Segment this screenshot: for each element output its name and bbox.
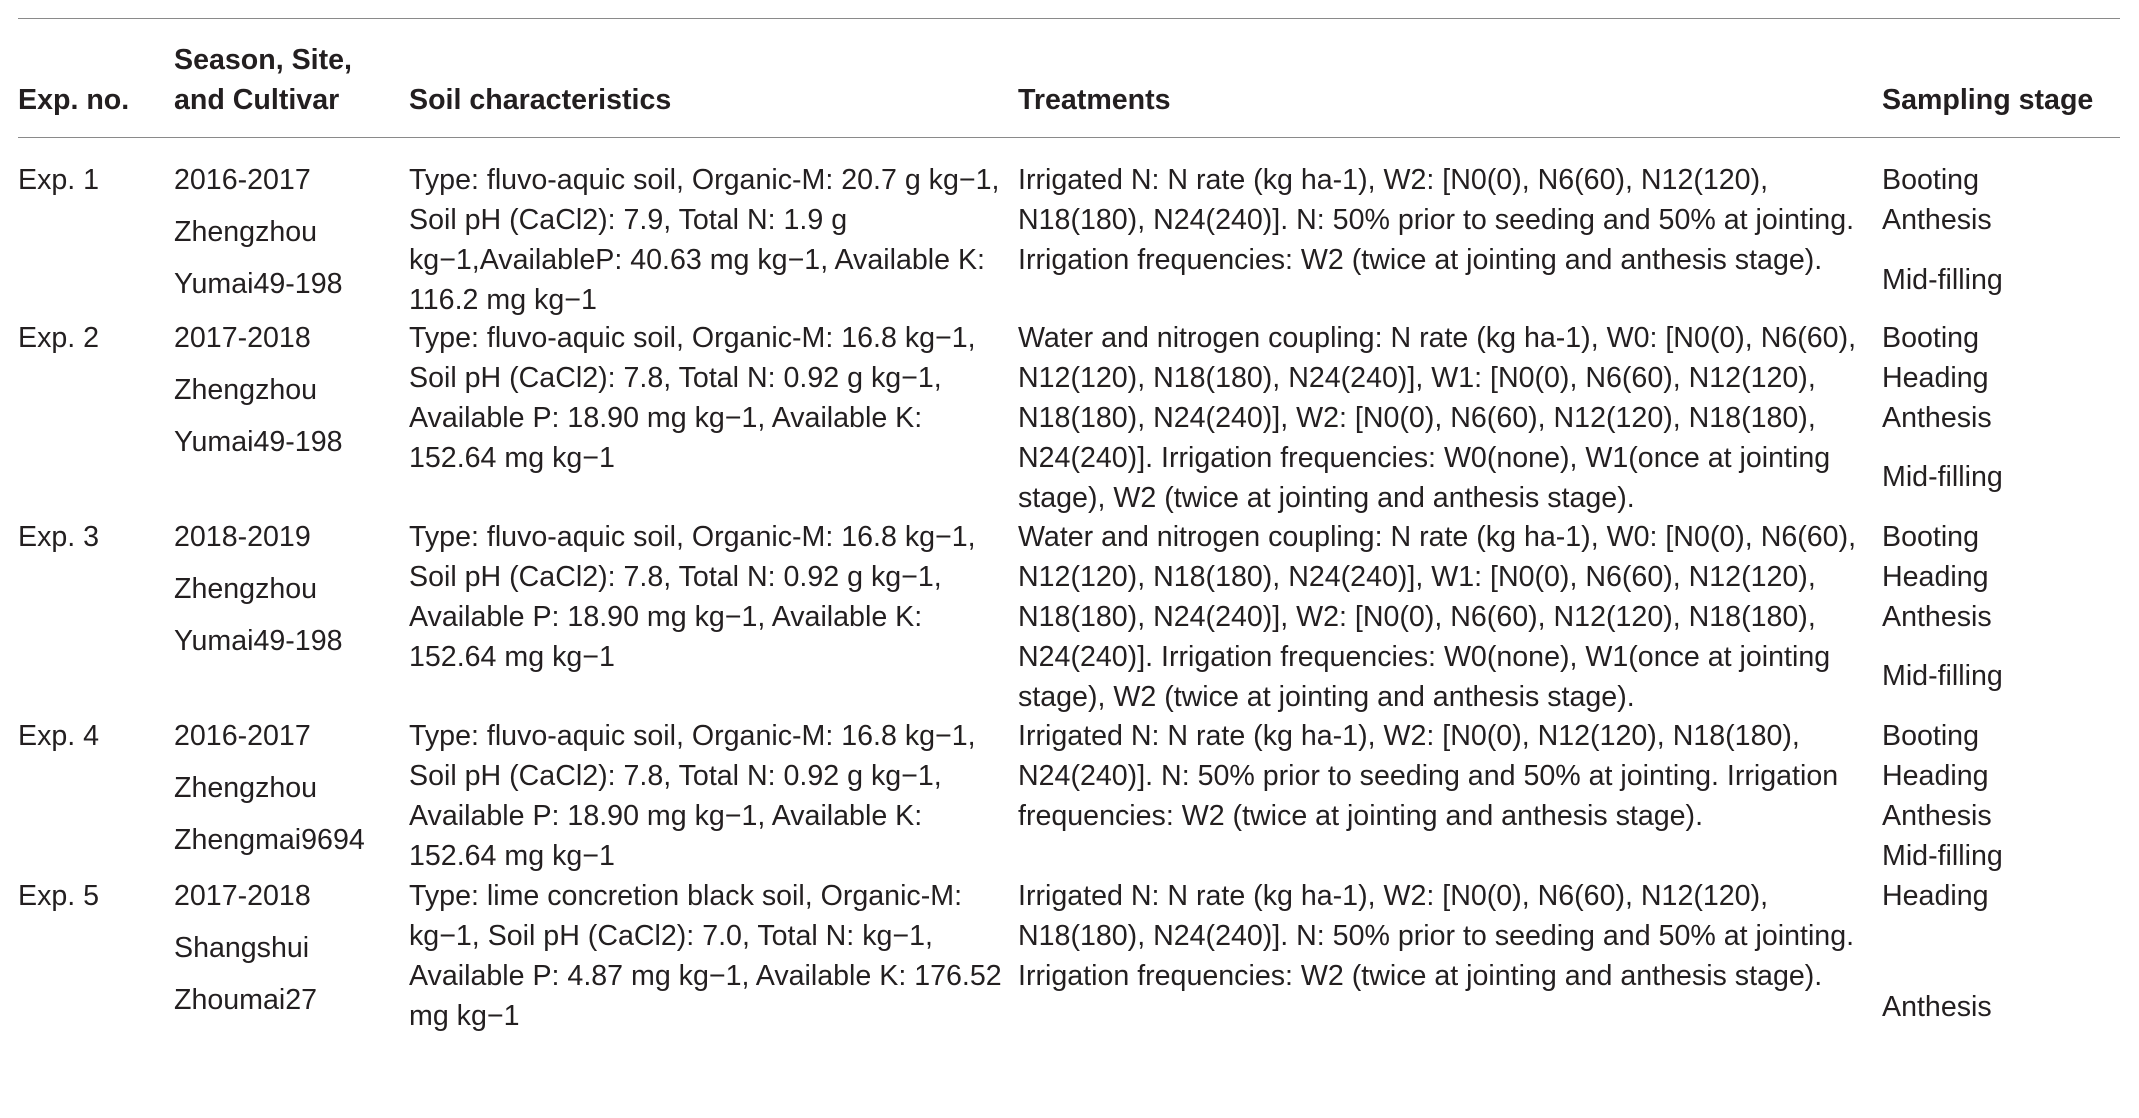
row3-stage-3: Anthesis [1882, 601, 1992, 633]
row1-soil [409, 160, 1009, 320]
row3-season-site-cultivar: 2018-2019 Zhengzhou Yumai49-198 [174, 521, 343, 657]
header-soil-characteristics: Soil characteristics [409, 84, 672, 116]
row4-stage-1: Booting [1882, 720, 1979, 752]
table-top-rule [18, 18, 2120, 19]
row3-treatments [1018, 517, 1858, 717]
row3-stage-2: Heading [1882, 561, 1989, 593]
row4-season-site-cultivar: 2016-2017 Zhengzhou Zhengmai9694 [174, 720, 365, 856]
row3-soil-text: Type: fluvo-aquic soil, Organic-M: 16.8 kg−1, Soil pH (CaCl2): 7.8, Total N: 0.92 g kg−1, Available P: 18.90 mg kg−1, Available K: 152.64 mg kg−1 [409, 521, 976, 673]
row2-stage-2: Heading [1882, 362, 1989, 394]
row2-treatments-text: Water and nitrogen coupling: N rate (kg ha-1), W0: [N0(0), N6(60), N12(120), N18(180), N24(240)], W1: [N0(0), N6(60), N12(120), N18(180), N24(240)], W2: [N0(0), N6(60), N12(120), N18(180), N24(240)]. Irrigation frequencies: W0(none), W1(once at jointing stage), W2 (twice at jointing and anthesis stage). [1018, 322, 1857, 514]
row3-stage-1: Booting [1882, 521, 1979, 553]
row2-soil [409, 318, 1009, 478]
row3-exp: Exp. 3 [18, 521, 100, 553]
row2-season-site-cultivar: 2017-2018 Zhengzhou Yumai49-198 [174, 322, 343, 458]
row5-treatments-text: Irrigated N: N rate (kg ha-1), W2: [N0(0), N6(60), N12(120), N18(180), N24(240)]. N: 50% prior to seeding and 50% at jointing. Irrigation frequencies: W2 (twice at jointing and anthesis stage). [1018, 880, 1855, 992]
row1-exp: Exp. 1 [18, 164, 100, 196]
row2-stage-1: Booting [1882, 322, 1979, 354]
row1-stage-2: Anthesis [1882, 204, 1992, 236]
row2-exp: Exp. 2 [18, 322, 100, 354]
row5-treatments [1018, 876, 1858, 996]
row5-exp: Exp. 5 [18, 880, 100, 912]
row2-stage-4: Mid-filling [1882, 461, 2003, 493]
header-treatments: Treatments [1018, 84, 1171, 116]
row5-stage-1: Heading [1882, 880, 1989, 912]
row4-stage-3: Anthesis [1882, 800, 1992, 832]
row5-soil-text: Type: lime concretion black soil, Organic-M: kg−1, Soil pH (CaCl2): 7.0, Total N: kg−1, Available P: 4.87 mg kg−1, Available K: 176.52 mg kg−1 [409, 880, 1002, 1032]
header-exp-no: Exp. no. [18, 84, 130, 116]
row4-stage-4: Mid-filling [1882, 840, 2003, 872]
row5-season-site-cultivar: 2017-2018 Shangshui Zhoumai27 [174, 880, 318, 1016]
row1-treatments-text: Irrigated N: N rate (kg ha-1), W2: [N0(0), N6(60), N12(120), N18(180), N24(240)]. N: 50% prior to seeding and 50% at jointing. Irrigation frequencies: W2 (twice at jointing and anthesis stage). [1018, 164, 1855, 276]
header-season-site-cultivar: Season, Site, and Cultivar [174, 44, 352, 116]
row4-exp: Exp. 4 [18, 720, 100, 752]
row4-soil [409, 716, 1009, 876]
row3-stage-4: Mid-filling [1882, 660, 2003, 692]
header-sampling-stage: Sampling stage [1882, 84, 2094, 116]
row3-treatments-text: Water and nitrogen coupling: N rate (kg ha-1), W0: [N0(0), N6(60), N12(120), N18(180), N24(240)], W1: [N0(0), N6(60), N12(120), N18(180), N24(240)], W2: [N0(0), N6(60), N12(120), N18(180), N24(240)]. Irrigation frequencies: W0(none), W1(once at jointing stage), W2 (twice at jointing and anthesis stage). [1018, 521, 1857, 713]
row1-soil-text: Type: fluvo-aquic soil, Organic-M: 20.7 g kg−1, Soil pH (CaCl2): 7.9, Total N: 1.9 g kg−1,AvailableP: 40.63 mg kg−1, Available K: 116.2 mg kg−1 [409, 164, 1000, 316]
row5-soil [409, 876, 1009, 1036]
row2-treatments [1018, 318, 1858, 518]
row4-treatments-text: Irrigated N: N rate (kg ha-1), W2: [N0(0), N12(120), N18(180), N24(240)]. N: 50% prior to seeding and 50% at jointing. Irrigation frequencies: W2 (twice at jointing and anthesis stage). [1018, 720, 1839, 832]
row4-soil-text: Type: fluvo-aquic soil, Organic-M: 16.8 kg−1, Soil pH (CaCl2): 7.8, Total N: 0.92 g kg−1, Available P: 18.90 mg kg−1, Available K: 152.64 mg kg−1 [409, 720, 976, 872]
row1-treatments [1018, 160, 1858, 280]
row3-soil [409, 517, 1009, 677]
row2-soil-text: Type: fluvo-aquic soil, Organic-M: 16.8 kg−1, Soil pH (CaCl2): 7.8, Total N: 0.92 g kg−1, Available P: 18.90 mg kg−1, Available K: 152.64 mg kg−1 [409, 322, 976, 474]
row4-stage-2: Heading [1882, 760, 1989, 792]
row4-treatments [1018, 716, 1858, 836]
row1-stage-1: Booting [1882, 164, 1979, 196]
table-header-rule [18, 137, 2120, 138]
row1-stage-3: Mid-filling [1882, 264, 2003, 296]
row5-stage-2: Anthesis [1882, 991, 1992, 1023]
row1-season-site-cultivar: 2016-2017 Zhengzhou Yumai49-198 [174, 164, 343, 300]
row2-stage-3: Anthesis [1882, 402, 1992, 434]
